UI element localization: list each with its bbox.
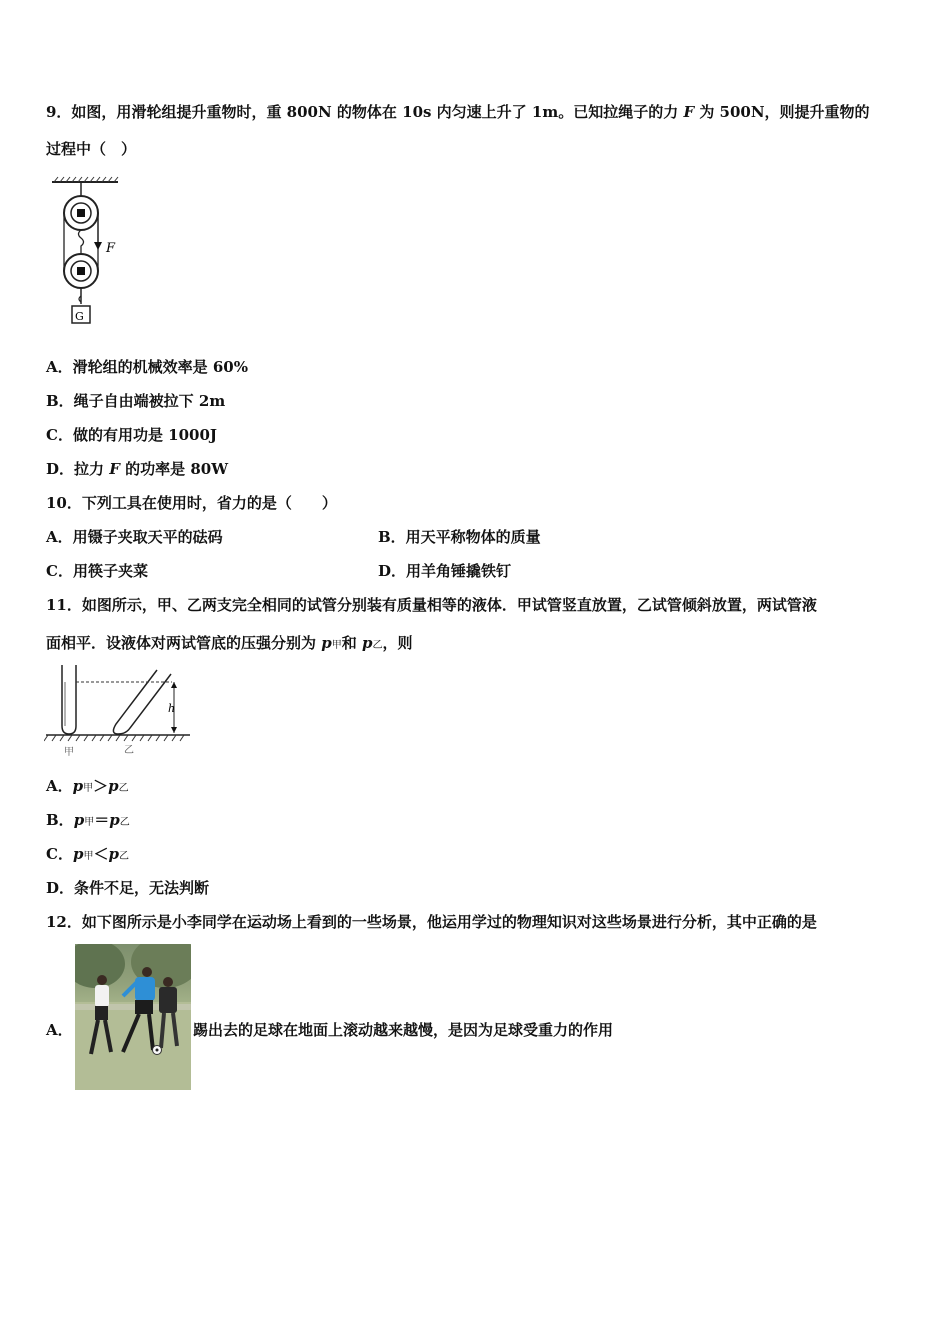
pulley-figure: [46, 176, 126, 328]
q11-option-d[interactable]: D．条件不足，无法判断: [46, 879, 210, 897]
force-label-f: F: [106, 241, 116, 256]
soccer-photo: [75, 944, 191, 1090]
load-label-g: G: [75, 310, 84, 323]
tube-label-jia: 甲: [64, 747, 74, 758]
q10-stem: 10．下列工具在使用时，省力的是（ ）: [46, 494, 337, 512]
q10-option-b[interactable]: B．用天平称物体的质量: [378, 528, 541, 546]
q9-option-b[interactable]: B．绳子自由端被拉下 2m: [46, 392, 226, 410]
q9-option-c[interactable]: C．做的有用功是 1000J: [46, 426, 218, 444]
soccer-scene-image: [75, 944, 191, 1090]
test-tube-figure: [44, 662, 194, 760]
q12-stem: 12．如下图所示是小李同学在运动场上看到的一些场景，他运用学过的物理知识对这些场景进行分析，其中正确的是: [46, 913, 817, 931]
q10-option-a[interactable]: A．用镊子夹取天平的砝码: [46, 528, 223, 546]
q10-option-c[interactable]: C．用筷子夹菜: [46, 562, 148, 580]
q12-option-a-label[interactable]: A．: [46, 1021, 73, 1039]
q9-stem-line1: 9．如图，用滑轮组提升重物时，重 800N 的物体在 10s 内匀速上升了 1m。已知拉绳子的力 F 为 500N，则提升重物的: [46, 103, 870, 121]
q9-option-a[interactable]: A．滑轮组的机械效率是 60%: [46, 358, 248, 376]
q11-option-b[interactable]: B．p甲＝p乙: [46, 811, 130, 829]
q11-stem-line1: 11．如图所示，甲、乙两支完全相同的试管分别装有质量相等的液体．甲试管竖直放置，乙试管倾斜放置，两试管液: [46, 596, 817, 614]
q11-stem-line2: 面相平．设液体对两试管底的压强分别为 p甲和 p乙，则: [46, 634, 413, 652]
q11-option-c[interactable]: C．p甲＜p乙: [46, 845, 129, 863]
height-label-h: h: [168, 702, 176, 715]
q12-option-a-text[interactable]: 踢出去的足球在地面上滚动越来越慢，是因为足球受重力的作用: [193, 1021, 614, 1039]
q10-option-d[interactable]: D．用羊角锤撬铁钉: [378, 562, 512, 580]
tube-label-yi: 乙: [124, 745, 134, 756]
q9-option-d[interactable]: D．拉力 F 的功率是 80W: [46, 460, 229, 478]
q11-option-a[interactable]: A．p甲＞p乙: [46, 777, 129, 795]
q9-stem-line2: 过程中（ ）: [46, 140, 137, 158]
